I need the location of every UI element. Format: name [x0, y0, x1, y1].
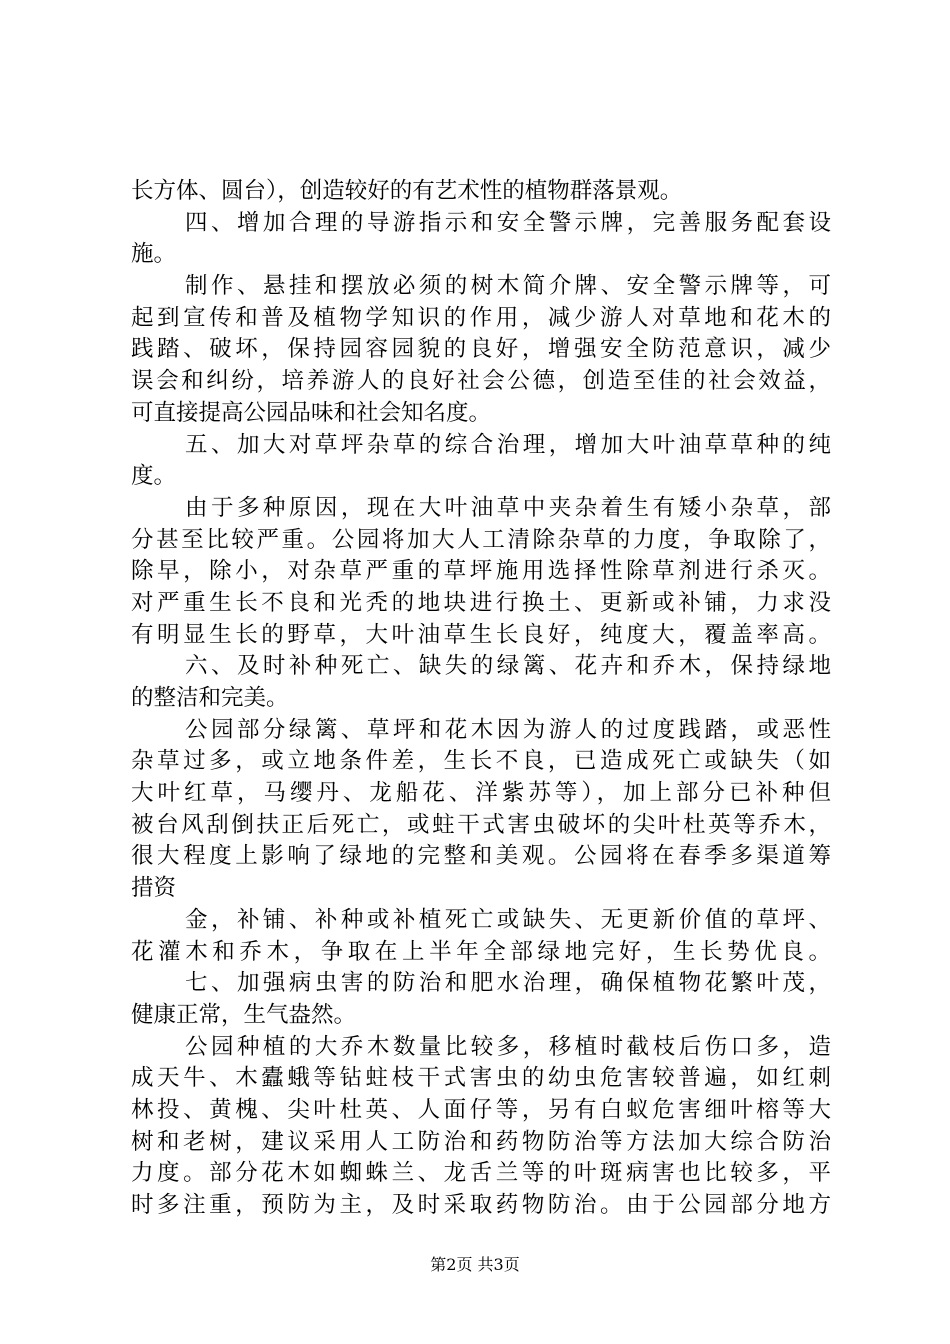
text-line: 健康正常，生气盎然。: [131, 1001, 357, 1028]
text-line: 践踏、破坏，保持园容园貌的良好，增强安全防范意识，减少: [131, 336, 831, 363]
text-line: 由于多种原因，现在大叶油草中夹杂着生有矮小杂草，部: [185, 494, 831, 521]
text-line: 五、加大对草坪杂草的综合治理，增加大叶油草草种的纯: [185, 431, 831, 458]
text-line: 度。: [131, 463, 177, 490]
text-line: 可直接提高公园品味和社会知名度。: [131, 399, 492, 426]
text-line: 树和老树，建议采用人工防治和药物防治等方法加大综合防治: [131, 1128, 831, 1155]
text-line: 杂草过多，或立地条件差，生长不良，已造成死亡或缺失（如: [131, 748, 831, 775]
text-line: 六、及时补种死亡、缺失的绿篱、花卉和乔木，保持绿地: [185, 653, 831, 680]
text-line: 误会和纠纷，培养游人的良好社会公德，创造至佳的社会效益，: [131, 368, 831, 395]
text-line: 花灌木和乔木，争取在上半年全部绿地完好，生长势优良。: [131, 938, 831, 965]
text-line: 成天牛、木蠹蛾等钻蛀枝干式害虫的幼虫危害较普遍，如红刺: [131, 1065, 831, 1092]
text-line: 时多注重，预防为主，及时采取药物防治。由于公园部分地方: [131, 1192, 831, 1218]
text-line: 有明显生长的野草，大叶油草生长良好，纯度大，覆盖率高。: [131, 621, 831, 648]
text-line: 林投、黄槐、尖叶杜英、人面仔等，另有白蚁危害细叶榕等大: [131, 1096, 831, 1123]
text-line: 金，补铺、补种或补植死亡或缺失、无更新价值的草坪、: [185, 906, 831, 933]
text-line: 公园种植的大乔木数量比较多，移植时截枝后伤口多，造: [185, 1033, 831, 1060]
text-line: 力度。部分花木如蜘蛛兰、龙舌兰等的叶斑病害也比较多，平: [131, 1160, 831, 1187]
text-line: 很大程度上影响了绿地的完整和美观。公园将在春季多渠道筹: [131, 843, 831, 870]
text-line: 措资: [131, 875, 177, 902]
text-line: 起到宣传和普及植物学知识的作用，减少游人对草地和花木的: [131, 304, 831, 331]
text-line: 七、加强病虫害的防治和肥水治理，确保植物花繁叶茂，: [185, 970, 831, 997]
text-line: 被台风刮倒扶正后死亡，或蛀干式害虫破坏的尖叶杜英等乔木，: [131, 811, 831, 838]
text-line: 施。: [131, 241, 177, 268]
text-line: 制作、悬挂和摆放必须的树木简介牌、安全警示牌等，可: [185, 273, 831, 300]
text-line: 对严重生长不良和光秃的地块进行换土、更新或补铺，力求没: [131, 589, 831, 616]
text-line: 大叶红草，马缨丹、龙船花、洋紫苏等），加上部分已补种但: [131, 780, 831, 807]
text-line: 公园部分绿篱、草坪和花木因为游人的过度践踏，或恶性: [185, 716, 831, 743]
text-line: 四、增加合理的导游指示和安全警示牌，完善服务配套设: [185, 209, 831, 236]
text-line: 的整洁和完美。: [131, 685, 289, 711]
text-line: 长方体、圆台），创造较好的有艺术性的植物群落景观。: [131, 178, 683, 204]
document-body: [131, 176, 831, 1222]
text-line: 分甚至比较严重。公园将加大人工清除杂草的力度，争取除了，: [131, 526, 831, 553]
text-line: 除早，除小，对杂草严重的草坪施用选择性除草剂进行杀灭。: [131, 558, 831, 585]
page-footer: 第2页 共3页: [430, 1255, 520, 1274]
